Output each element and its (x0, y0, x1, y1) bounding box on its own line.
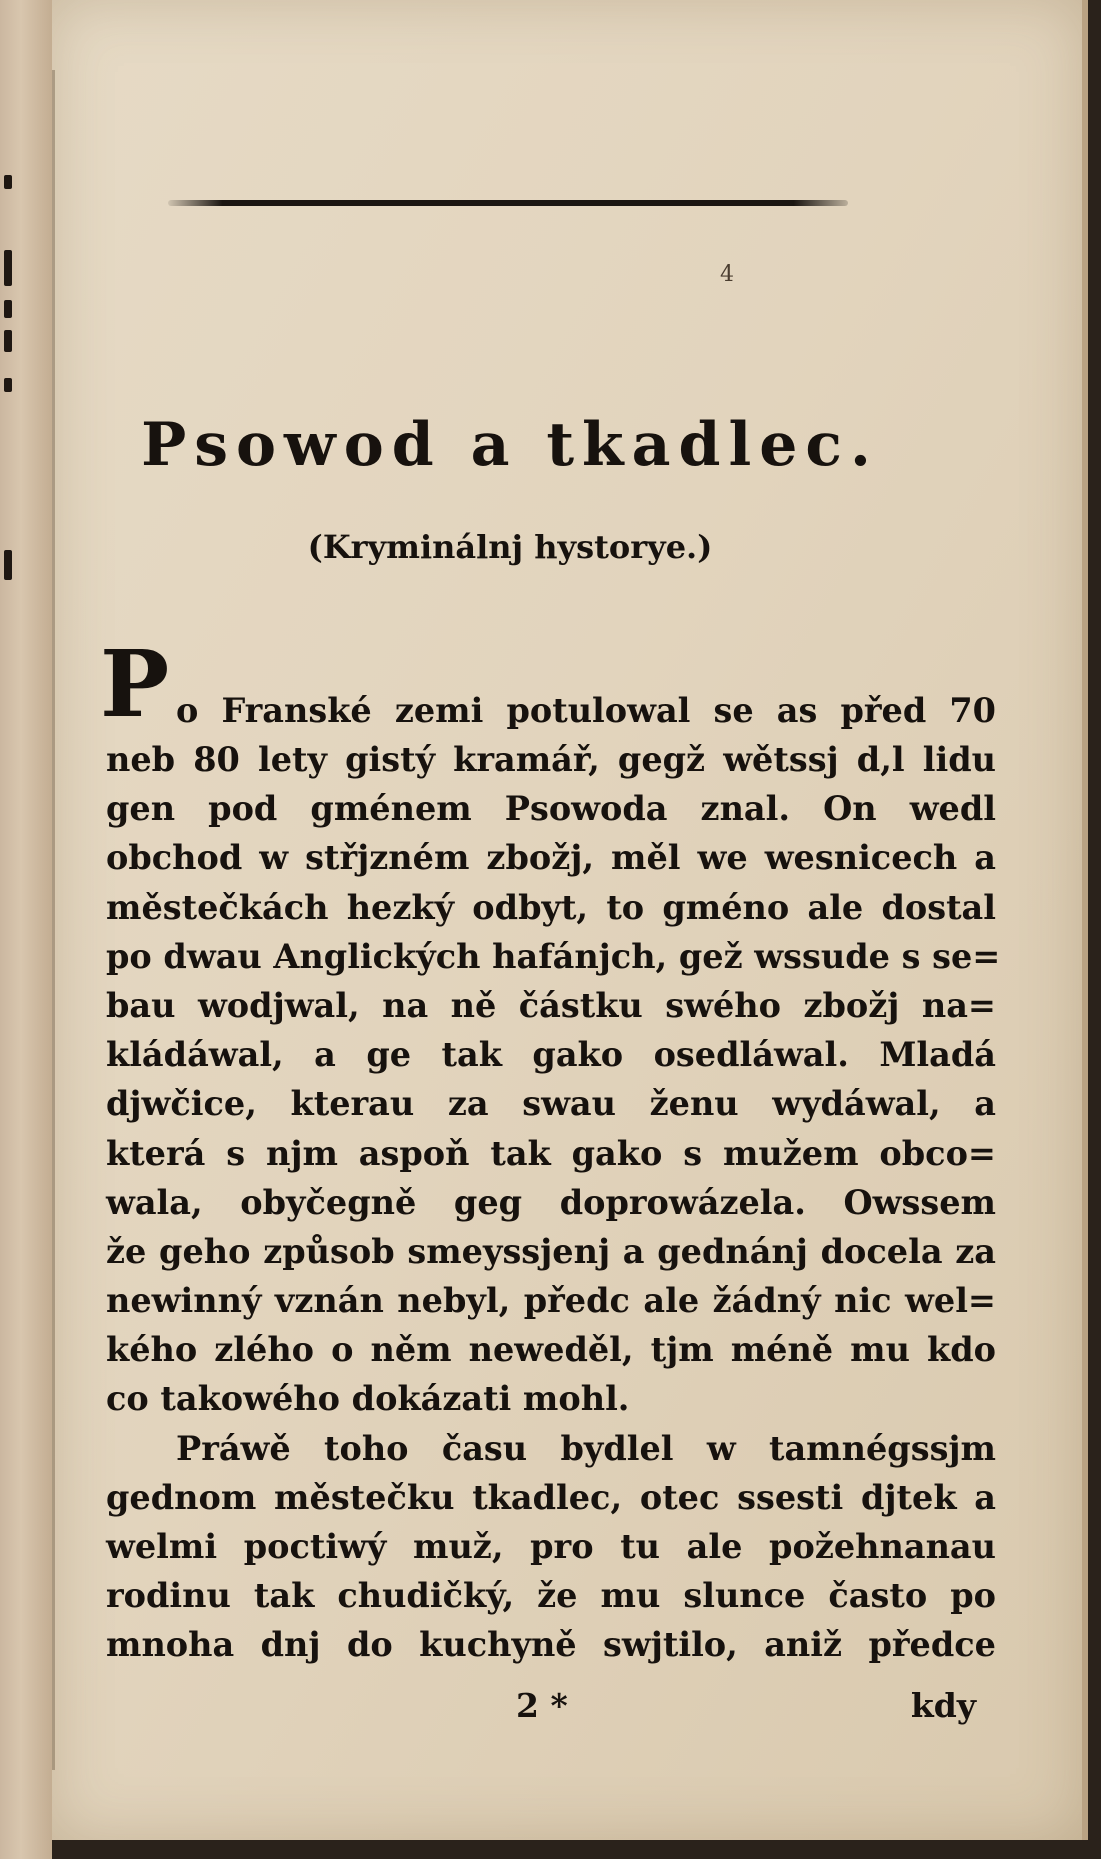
body-text (106, 735, 1001, 1670)
first-line (176, 686, 996, 735)
text-line: obchod w střjzném zbožj, měl we wesnicech a (106, 838, 996, 878)
spine-mark (4, 378, 12, 392)
spine-mark (4, 550, 12, 580)
text-line: welmi poctiwý muž, pro tu ale požehnanau (106, 1527, 996, 1566)
text-line: djwčice, kterau za swau ženu wydáwal, a (106, 1084, 996, 1124)
text-line: že geho způsob smeyssjenj a gednánj docela za (106, 1231, 996, 1271)
text-line: co takowého dokázati mohl. (106, 1379, 630, 1419)
spine-mark (4, 300, 12, 318)
catchword: kdy (910, 1686, 976, 1725)
text-line: Práwě toho času bydlel w tamnégssjm (176, 1428, 996, 1468)
text-line: po dwau Anglických hafánjch, gež wssude s se= (106, 936, 1001, 976)
spine-mark (4, 250, 12, 286)
text-line: newinný vznán nebyl, předc ale žádný nic wel= (106, 1281, 996, 1321)
text-line: gen pod gménem Psowoda znal. On wedl (106, 789, 996, 829)
header-rule (168, 200, 848, 206)
text-line: neb 80 lety gistý kramář, gegž wětssj d,l lidu (106, 740, 996, 779)
page-gutter-line (52, 70, 55, 1770)
drop-cap: P (100, 630, 170, 738)
text-line: o Franské zemi potulowal se as před 70 (176, 691, 996, 730)
chapter-title: Psowod a tkadlec. (141, 410, 879, 480)
text-line: kládáwal, a ge tak gako osedláwal. Mladá (106, 1035, 996, 1075)
text-line: která s njm aspoň tak gako s mužem obco= (106, 1133, 996, 1173)
page-number: 4 (720, 262, 734, 287)
text-line: kého zlého o něm neweděl, tjm méně mu kdo (106, 1330, 996, 1370)
book-spine (0, 0, 52, 1859)
page-footer (106, 1686, 996, 1730)
signature-mark: 2 * (516, 1686, 568, 1725)
text-line: rodinu tak chudičký, že mu slunce často po (106, 1576, 996, 1616)
chapter-subtitle: (Kryminálnj hystorye.) (307, 528, 713, 566)
text-line: wala, obyčegně geg doprowázela. Owssem (106, 1182, 996, 1222)
spine-mark (4, 330, 12, 352)
text-line: mnoha dnj do kuchyně swjtilo, aniž předce (106, 1625, 996, 1665)
text-line: bau wodjwal, na ně částku swého zbožj na= (106, 985, 996, 1025)
text-line: gednom městečku tkadlec, otec ssesti djtek a (106, 1477, 996, 1517)
spine-mark (4, 175, 12, 189)
text-line: městečkách hezký odbyt, to gméno ale dostal (106, 887, 996, 927)
